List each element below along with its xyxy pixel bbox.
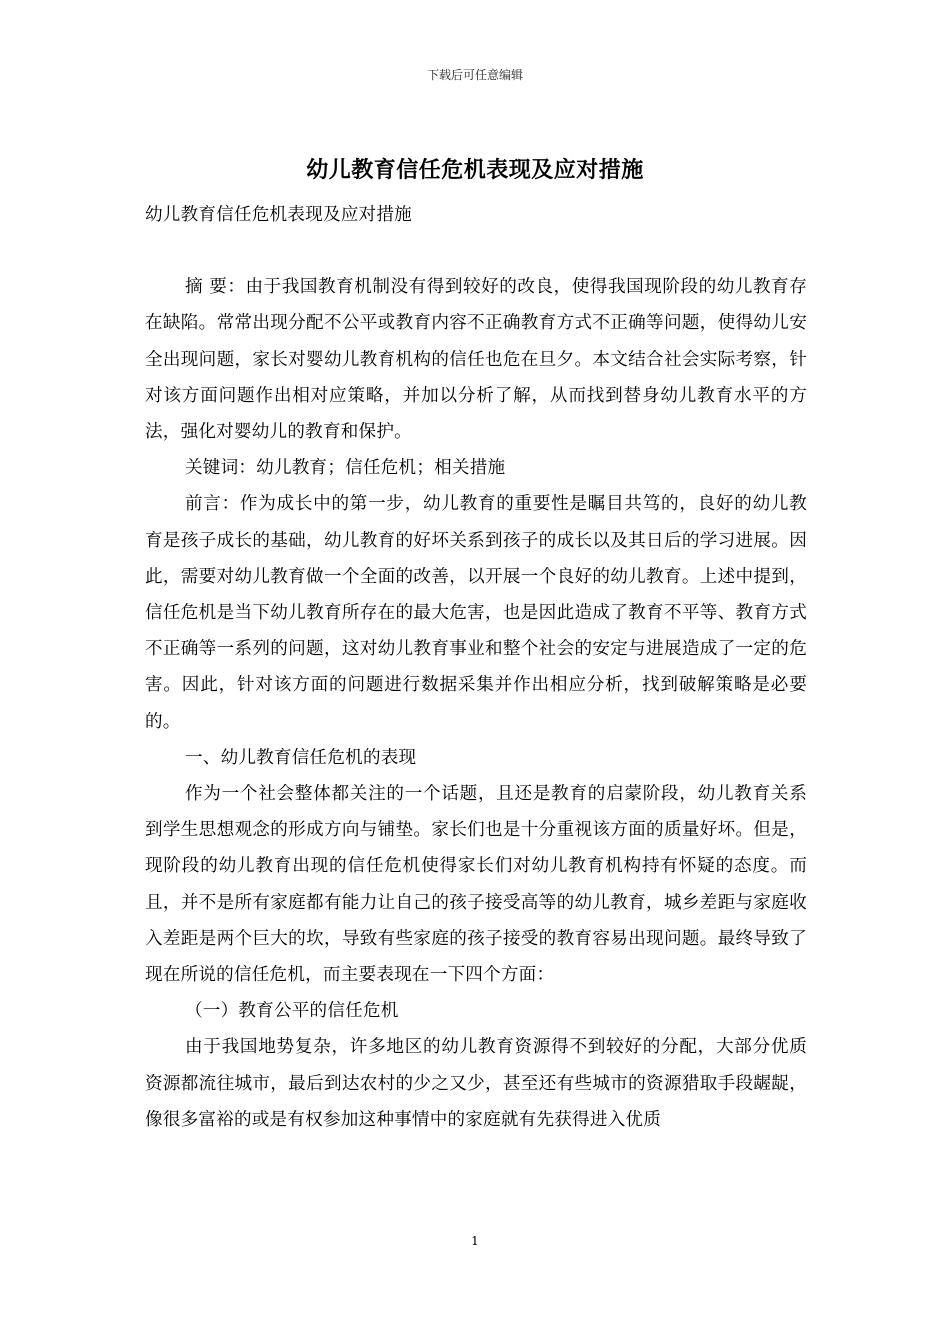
keywords-line: 关键词：幼儿教育；信任危机；相关措施	[185, 458, 506, 479]
section-heading: 一、幼儿教育信任危机的表现	[185, 747, 417, 768]
section-paragraph: 作为一个社会整体都关注的一个话题，且还是教育的启蒙阶段，幼儿教育关系到学生思想观念的形成方向与铺垫。家长们也是十分重视该方面的质量好坏。但是，现阶段的幼儿教育出现的信任危机使得家长们对幼儿教育机构持有怀疑的态度。而且，并不是所有家庭都有能力让自己的孩子接受高等的幼儿教育，城乡差距与家庭收入差距是两个巨大的坎，导致有些家庭的孩子接受的教育容易出现问题。最终导致了现在所说的信任危机，而主要表现在一下四个方面：	[145, 784, 807, 986]
page-number: 1	[471, 1234, 479, 1248]
subsection-heading: （一）教育公平的信任危机	[185, 1001, 399, 1022]
abstract-paragraph: 摘 要：由于我国教育机制没有得到较好的改良，使得我国现阶段的幼儿教育存在缺陷。常常出现分配不公平或教育内容不正确教育方式不正确等问题，使得幼儿安全出现问题，家长对婴幼儿教育机构的信任也危在旦夕。本文结合社会实际考察，针对该方面问题作出相对应策略，并加以分析了解，从而找到替身幼儿教育水平的方法，强化对婴幼儿的教育和保护。	[145, 277, 807, 443]
document-subtitle: 幼儿教育信任危机表现及应对措施	[145, 205, 412, 225]
page-header-note: 下载后可任意编辑	[426, 68, 523, 82]
preface-paragraph: 前言：作为成长中的第一步，幼儿教育的重要性是瞩目共笃的，良好的幼儿教育是孩子成长的基础，幼儿教育的好坏关系到孩子的成长以及其日后的学习进展。因此，需要对幼儿教育做一个全面的改善，以开展一个良好的幼儿教育。上述中提到，信任危机是当下幼儿教育所存在的最大危害，也是因此造成了教育不平等、教育方式不正确等一系列的问题，这对幼儿教育事业和整个社会的安定与进展造成了一定的危害。因此，针对该方面的问题进行数据采集并作出相应分析，找到破解策略是必要的。	[145, 494, 807, 732]
document-title: 幼儿教育信任危机表现及应对措施	[306, 158, 644, 183]
document-body	[145, 197, 807, 1138]
subsection-paragraph: 由于我国地势复杂，许多地区的幼儿教育资源得不到较好的分配，大部分优质资源都流往城市，最后到达农村的少之又少，甚至还有些城市的资源猎取手段龌龊，像很多富裕的或是有权参加这种事情中的家庭就有先获得进入优质	[145, 1037, 807, 1130]
